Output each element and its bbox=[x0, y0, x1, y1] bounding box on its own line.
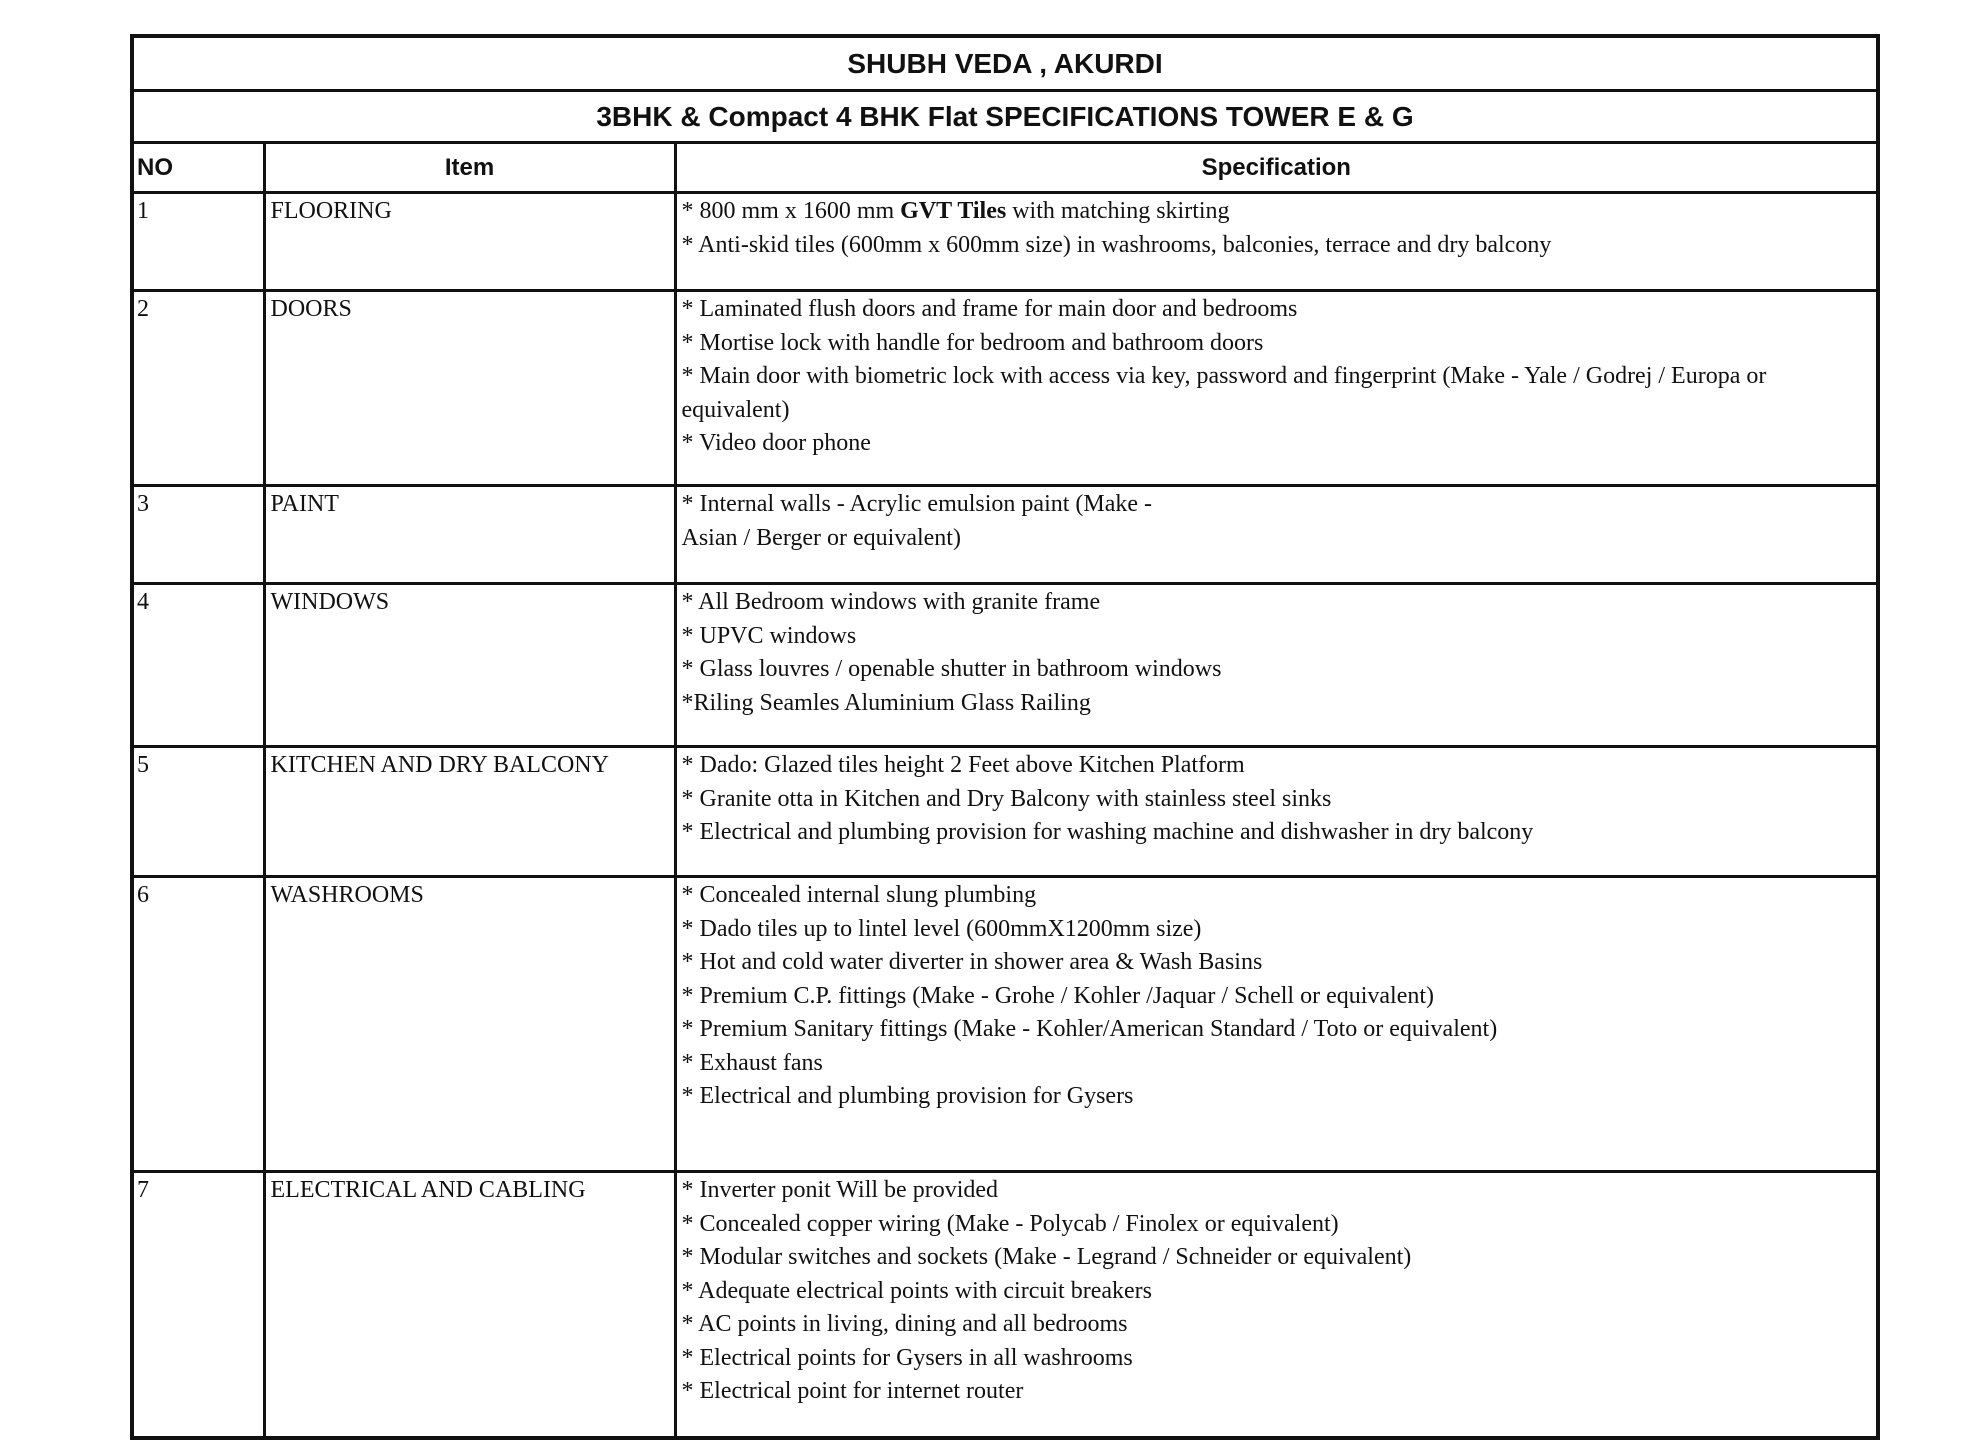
specification-line: * Anti-skid tiles (600mm x 600mm size) in washrooms, balconies, terrace and dry balcony bbox=[681, 231, 1552, 258]
row-specification bbox=[675, 584, 1876, 747]
table-row bbox=[134, 584, 1876, 747]
row-number: 6 bbox=[134, 877, 264, 1172]
specification-line: * Modular switches and sockets (Make - Legrand / Schneider or equivalent) bbox=[681, 1244, 1412, 1270]
specification-line: * Granite otta in Kitchen and Dry Balcony with stainless steel sinks bbox=[681, 785, 1332, 812]
bold-fragment: GVT Tiles bbox=[900, 198, 1007, 224]
specification-line: * Adequate electrical points with circuit breakers bbox=[681, 1277, 1152, 1304]
specification-line: * Electrical and plumbing provision for washing machine and dishwasher in dry balcony bbox=[681, 819, 1534, 845]
row-item: FLOORING bbox=[264, 193, 675, 291]
row-item: PAINT bbox=[264, 486, 675, 584]
specification-line: * Premium Sanitary fittings (Make - Kohler/American Standard / Toto or equivalent) bbox=[681, 1016, 1498, 1042]
specification-line: * All Bedroom windows with granite frame bbox=[681, 589, 1101, 615]
specification-line: * Laminated flush doors and frame for main door and bedrooms bbox=[681, 296, 1298, 322]
table-row bbox=[134, 1172, 1876, 1436]
specification-line: * AC points in living, dining and all bedrooms bbox=[681, 1311, 1128, 1337]
table-row bbox=[134, 291, 1876, 486]
row-specification bbox=[675, 291, 1876, 486]
specification-line: * Premium C.P. fittings (Make - Grohe / Kohler /Jaquar / Schell or equivalent) bbox=[681, 982, 1435, 1009]
specification-line: * Main door with biometric lock with access via key, password and fingerprint (Make - Yale / Godrej / Europa or equivalent) bbox=[681, 363, 1767, 423]
specification-line: * Glass louvres / openable shutter in bathroom windows bbox=[681, 656, 1222, 682]
row-number: 3 bbox=[134, 486, 264, 584]
specification-line: * Hot and cold water diverter in shower area & Wash Basins bbox=[681, 949, 1263, 975]
specification-line: * Concealed internal slung plumbing bbox=[681, 882, 1037, 908]
specification-line: * Dado tiles up to lintel level (600mmX1200mm size) bbox=[681, 915, 1202, 942]
specification-line: * Electrical points for Gysers in all washrooms bbox=[681, 1344, 1133, 1371]
table-row bbox=[134, 193, 1876, 291]
row-specification bbox=[675, 1172, 1876, 1436]
row-specification bbox=[675, 877, 1876, 1172]
specification-line: Asian / Berger or equivalent) bbox=[681, 524, 961, 551]
specification-line: * Exhaust fans bbox=[681, 1049, 823, 1076]
row-item: DOORS bbox=[264, 291, 675, 486]
specification-line: * Concealed copper wiring (Make - Polycab / Finolex or equivalent) bbox=[681, 1210, 1339, 1237]
row-item: KITCHEN AND DRY BALCONY bbox=[264, 747, 675, 877]
table-row bbox=[134, 747, 1876, 877]
specification-line: * Electrical point for internet router bbox=[681, 1378, 1024, 1404]
row-number: 7 bbox=[134, 1172, 264, 1436]
specification-line: * UPVC windows bbox=[681, 622, 857, 649]
specification-line: * Inverter ponit Will be provided bbox=[681, 1177, 999, 1203]
row-number: 4 bbox=[134, 584, 264, 747]
row-number: 2 bbox=[134, 291, 264, 486]
specification-line: * 800 mm x 1600 mm GVT Tiles with matching skirting bbox=[681, 198, 1230, 224]
specification-line: *Riling Seamles Aluminium Glass Railing bbox=[681, 689, 1091, 716]
row-specification bbox=[675, 747, 1876, 877]
row-item: WASHROOMS bbox=[264, 877, 675, 1172]
specification-line: * Internal walls - Acrylic emulsion paint (Make - bbox=[681, 491, 1153, 517]
specification-line: * Video door phone bbox=[681, 430, 871, 456]
row-item: WINDOWS bbox=[264, 584, 675, 747]
specification-line: * Mortise lock with handle for bedroom and bathroom doors bbox=[681, 329, 1264, 356]
row-item: ELECTRICAL AND CABLING bbox=[264, 1172, 675, 1436]
table-row bbox=[134, 486, 1876, 584]
header-no: NO bbox=[134, 144, 264, 193]
table-body bbox=[134, 193, 1876, 1436]
specification-table bbox=[134, 144, 1876, 1436]
specification-sheet bbox=[130, 34, 1880, 1440]
row-number: 5 bbox=[134, 747, 264, 877]
table-row bbox=[134, 877, 1876, 1172]
specification-line: * Electrical and plumbing provision for Gysers bbox=[681, 1083, 1134, 1109]
specification-line: * Dado: Glazed tiles height 2 Feet above Kitchen Platform bbox=[681, 752, 1245, 778]
document-subtitle: 3BHK & Compact 4 BHK Flat SPECIFICATIONS TOWER E & G bbox=[134, 92, 1876, 144]
header-item: Item bbox=[264, 144, 675, 193]
header-specification: Specification bbox=[675, 144, 1876, 193]
row-specification bbox=[675, 193, 1876, 291]
row-number: 1 bbox=[134, 193, 264, 291]
document-title: SHUBH VEDA , AKURDI bbox=[134, 38, 1876, 92]
row-specification bbox=[675, 486, 1876, 584]
table-header-row bbox=[134, 144, 1876, 193]
